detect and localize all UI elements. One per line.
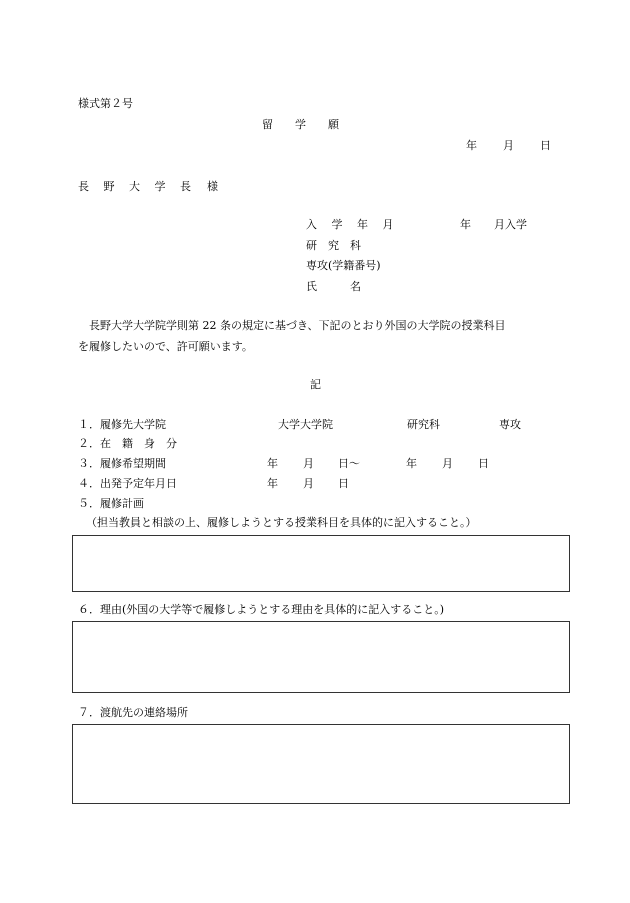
item3-start-year-label: 年 — [267, 457, 278, 470]
body-text-line1: 長野大学大学院学則第 22 条の規定に基づき、下記のとおり外国の大学院の授業科目 — [89, 319, 506, 332]
item4-label: ４．出発予定年月日 — [78, 477, 177, 490]
item6-label: ６．理由(外国の大学等で履修しようとする理由を具体的に記入すること。) — [78, 603, 445, 616]
ki-heading: 記 — [310, 378, 321, 391]
item3-start-month-label: 月 — [303, 457, 314, 470]
contact-address-field[interactable] — [72, 724, 570, 804]
major-label: 専攻(学籍番号) — [306, 259, 381, 272]
item4-day-label: 日 — [338, 477, 349, 490]
department-label: 研 究 科 — [306, 239, 361, 252]
item1-label: １．履修先大学院 — [78, 418, 166, 431]
enrollment-year-label: 年 — [460, 218, 471, 231]
item1-graduate-school-label: 研究科 — [407, 418, 440, 431]
item3-end-day-label: 日 — [478, 457, 489, 470]
study-plan-field[interactable] — [72, 535, 570, 592]
body-text-line2: を履修したいので、許可願います。 — [78, 340, 253, 353]
name-label: 氏 名 — [306, 280, 361, 293]
addressee-name: 長 野 大 学 長 — [78, 180, 197, 193]
reason-field[interactable] — [72, 621, 570, 693]
item5-note: （担当教員と相談の上、履修しようとする授業科目を具体的に記入すること。） — [86, 516, 477, 529]
item5-label: ５．履修計画 — [78, 497, 144, 510]
item4-month-label: 月 — [303, 477, 314, 490]
item3-label: ３．履修希望期間 — [78, 457, 166, 470]
form-number: 様式第２号 — [78, 97, 133, 110]
page-title: 留 学 願 — [262, 118, 339, 131]
enrollment-label: 入 学 年 月 — [306, 218, 399, 231]
item3-end-year-label: 年 — [406, 457, 417, 470]
item4-year-label: 年 — [267, 477, 278, 490]
enrollment-month-label: 月入学 — [494, 218, 527, 231]
item2-label: ２．在 籍 身 分 — [78, 437, 177, 450]
item3-end-month-label: 月 — [442, 457, 453, 470]
date-month-label: 月 — [503, 139, 514, 152]
item1-university-label: 大学大学院 — [278, 418, 333, 431]
date-year-label: 年 — [466, 139, 477, 152]
item3-start-day-label: 日〜 — [338, 457, 360, 470]
item1-major-label: 専攻 — [499, 418, 521, 431]
addressee-honorific: 様 — [207, 180, 218, 193]
date-day-label: 日 — [540, 139, 551, 152]
item7-label: ７．渡航先の連絡場所 — [78, 706, 188, 719]
